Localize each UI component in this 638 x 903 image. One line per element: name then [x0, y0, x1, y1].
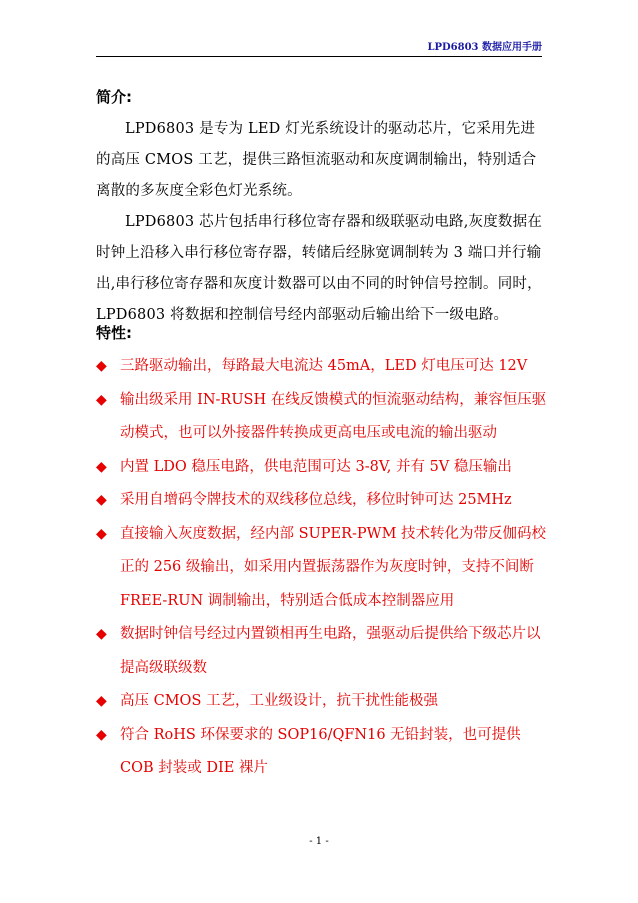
list-item	[96, 685, 548, 719]
page-header: LPD6803 数据应用手册	[96, 38, 542, 57]
diamond-bullet-icon: ◆	[96, 525, 107, 542]
list-item	[96, 350, 548, 384]
list-item	[96, 384, 548, 451]
features-heading: 特性:	[96, 324, 132, 342]
features-list	[96, 350, 548, 786]
feature-text: 高压 CMOS 工艺，工业级设计，抗干扰性能极强	[120, 693, 438, 709]
diamond-bullet-icon: ◆	[96, 458, 107, 475]
feature-text: 内置 LDO 稳压电路，供电范围可达 3-8V, 并有 5V 稳压输出	[120, 458, 512, 475]
list-item	[96, 451, 548, 485]
list-item	[96, 484, 548, 518]
diamond-bullet-icon: ◆	[96, 693, 107, 709]
diamond-bullet-icon: ◆	[96, 358, 107, 374]
feature-text: 输出级采用 IN-RUSH 在线反馈模式的恒流驱动结构，兼容恒压驱动模式，也可以外接器件转换成更高电压或电流的输出驱动	[120, 391, 547, 441]
diamond-bullet-icon: ◆	[96, 626, 107, 642]
list-item	[96, 618, 548, 685]
feature-text: 采用自增码令牌技术的双线移位总线，移位时钟可达 25MHz	[120, 492, 512, 508]
intro-heading: 简介:	[96, 88, 132, 106]
intro-body	[96, 114, 548, 331]
feature-text: 符合 RoHS 环保要求的 SOP16/QFN16 无铅封装，也可提供 COB 封装或 DIE 裸片	[120, 726, 521, 776]
diamond-bullet-icon: ◆	[96, 726, 107, 743]
intro-paragraph-2: LPD6803 芯片包括串行移位寄存器和级联驱动电路,灰度数据在时钟上沿移入串行移位寄存器，转储后经脉宽调制转为 3 端口并行输出,串行移位寄存器和灰度计数器可以由不同的时钟信号控制。同时，LPD6803 将数据和控制信号经内部驱动后输出给下一级电路。	[96, 214, 543, 323]
diamond-bullet-icon: ◆	[96, 492, 107, 508]
list-item	[96, 719, 548, 786]
page-number: - 1 -	[309, 836, 329, 847]
list-item	[96, 518, 548, 619]
feature-text: 三路驱动输出，每路最大电流达 45mA，LED 灯电压可达 12V	[120, 358, 528, 374]
intro-paragraph-1: LPD6803 是专为 LED 灯光系统设计的驱动芯片，它采用先进的高压 CMOS 工艺，提供三路恒流驱动和灰度调制输出，特别适合离散的多灰度全彩色灯光系统。	[96, 121, 537, 199]
feature-text: 直接输入灰度数据，经内部 SUPER-PWM 技术转化为带反伽码校正的 256 级输出，如采用内置振荡器作为灰度时钟，支持不间断 FREE-RUN 调制输出，特别适合低成本控制器应用	[120, 525, 547, 609]
diamond-bullet-icon: ◆	[96, 391, 107, 408]
feature-text: 数据时钟信号经过内置锁相再生电路，强驱动后提供给下级芯片以提高级联级数	[120, 626, 541, 676]
